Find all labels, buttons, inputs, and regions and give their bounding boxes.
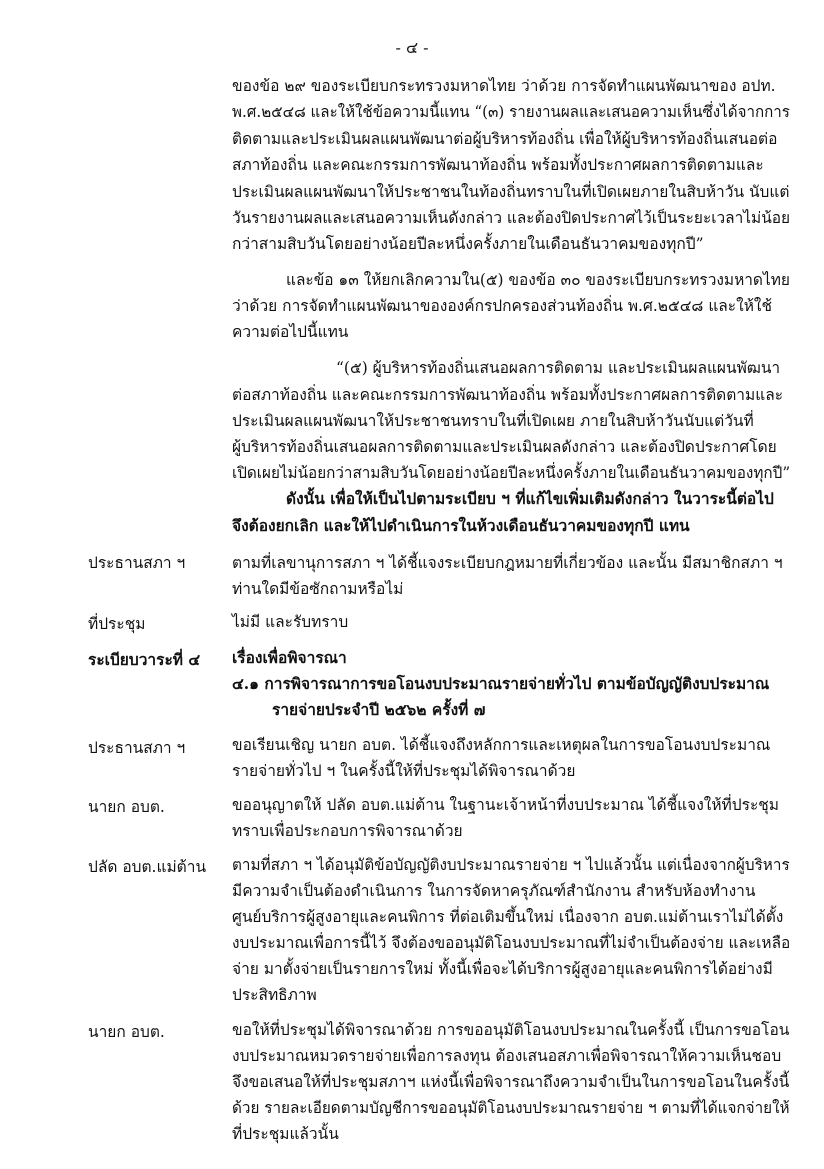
clerk-line: งบประมาณเพื่อการนี้ไว้ จึงต้องขออนุมัติโอนงบประมาณที่ไม่จำเป็นต้องจ่าย และเหลือ <box>232 934 791 952</box>
mayor-line: ที่ประชุมแล้วนั้น <box>232 1125 339 1143</box>
para3-line: “(๕) ผู้บริหารท้องถิ่นเสนอผลการติดตาม และประเมินผลแผนพัฒนา <box>336 359 781 377</box>
intro-line: วันรายงานผลและเสนอความเห็นดังกล่าว และต้องปิดประกาศไว้เป็นระยะเวลาไม่น้อย <box>232 209 791 227</box>
agenda-label: ระเบียบวาระที่ ๔ <box>88 650 201 669</box>
page-number: - ๔ - <box>395 38 429 57</box>
para4-line: จึงต้องยกเลิก และให้ไปดำเนินการในห้วงเดือนธันวาคมของทุกปี แทน <box>232 516 690 535</box>
meeting-response: ไม่มี และรับทราบ <box>232 613 349 631</box>
mayor-line: ขอให้ที่ประชุมได้พิจารณาด้วย การขออนุมัติโอนงบประมาณในครั้งนี้ เป็นการขอโอน <box>232 1021 790 1039</box>
intro-line: สภาท้องถิ่น และคณะกรรมการพัฒนาท้องถิ่น พร้อมทั้งประกาศผลการติดตามและ <box>232 156 764 174</box>
agenda-item-line: รายจ่ายประจำปี ๒๕๖๒ ครั้งที่ ๗ <box>272 700 486 719</box>
para3-line: ต่อสภาท้องถิ่น และคณะกรรมการพัฒนาท้องถิ่น พร้อมทั้งประกาศผลการติดตามและ <box>232 386 784 404</box>
speaker-meeting: ที่ประชุม <box>88 615 146 633</box>
speaker-president: ประธานสภา ฯ <box>88 739 186 757</box>
intro-line: กว่าสามสิบวันโดยอย่างน้อยปีละหนึ่งครั้งภายในเดือนธันวาคมของทุกปี” <box>232 235 704 253</box>
intro-line: ประเมินผลแผนพัฒนาให้ประชาชนในท้องถิ่นทราบในที่เปิดเผยภายในสิบห้าวัน นับแต่ <box>232 183 790 201</box>
speaker-mayor: นายก อบต. <box>88 798 165 816</box>
president-line: ขอเรียนเชิญ นายก อบต. ได้ชี้แจงถึงหลักการและเหตุผลในการขอโอนงบประมาณ <box>232 736 771 754</box>
intro-line: ของข้อ ๒๙ ของระเบียบกระทรวงมหาดไทย ว่าด้วย การจัดทำแผนพัฒนาของ อปท. <box>232 77 776 95</box>
para3-line: ประเมินผลแผนพัฒนาให้ประชาชนทราบในที่เปิดเผย ภายในสิบห้าวันนับแต่วันที่ <box>232 412 754 430</box>
speaker-clerk: ปลัด อบต.แม่ต้าน <box>88 858 207 876</box>
agenda-title: เรื่องเพื่อพิจารณา <box>232 648 347 667</box>
mayor-line: ด้วย รายละเอียดตามบัญชีการขออนุมัติโอนงบประมาณรายจ่าย ฯ ตามที่ได้แจกจ่ายให้ <box>232 1099 790 1117</box>
president-line: ท่านใดมีข้อซักถามหรือไม่ <box>232 580 404 598</box>
clerk-line: จ่าย มาตั้งจ่ายเป็นรายการใหม่ ทั้งนี้เพื่อจะได้บริการผู้สูงอายุและคนพิการได้อย่างมี <box>232 960 773 978</box>
para2-line: ว่าด้วย การจัดทำแผนพัฒนาขององค์กรปกครองส่วนท้องถิ่น พ.ศ.๒๕๔๘ และให้ใช้ <box>232 297 773 315</box>
para2-line: และข้อ ๑๓ ให้ยกเลิกความใน(๕) ของข้อ ๓๐ ของระเบียบกระทรวงมหาดไทย <box>286 271 790 289</box>
mayor-line: ขออนุญาตให้ ปลัด อบต.แม่ต้าน ในฐานะเจ้าหน้าที่งบประมาณ ได้ชี้แจงให้ที่ประชุม <box>232 796 780 814</box>
mayor-line: ทราบเพื่อประกอบการพิจารณาด้วย <box>232 822 463 840</box>
clerk-line: มีความจำเป็นต้องดำเนินการ ในการจัดหาครุภัณฑ์สำนักงาน สำหรับห้องทำงาน <box>232 882 756 900</box>
mayor-line: งบประมาณหมวดรายจ่ายเพื่อการลงทุน ต้องเสนอสภาเพื่อพิจารณาให้ความเห็นชอบ <box>232 1047 782 1065</box>
clerk-line: ศูนย์บริการผู้สูงอายุและคนพิการ ที่ต่อเติมขึ้นใหม่ เนื่องจาก อบต.แม่ต้านเราไม่ได้ตั้ง <box>232 908 784 926</box>
clerk-line: ประสิทธิภาพ <box>232 986 317 1004</box>
para3-line: ผู้บริหารท้องถิ่นเสนอผลการติดตามและประเมินผลดังกล่าว และต้องปิดประกาศโดย <box>232 438 777 456</box>
president-line: ตามที่เลขานุการสภา ฯ ได้ชี้แจงระเบียบกฎหมายที่เกี่ยวข้อง และนั้น มีสมาชิกสภา ฯ <box>232 554 783 572</box>
mayor-line: จึงขอเสนอให้ที่ประชุมสภาฯ แห่งนี้เพื่อพิจารณาถึงความจำเป็นในการขอโอนในครั้งนี้ <box>232 1073 790 1091</box>
clerk-line: ตามที่สภา ฯ ได้อนุมัติข้อบัญญัติงบประมาณรายจ่าย ฯ ไปแล้วนั้น แต่เนื่องจากผู้บริหาร <box>232 856 790 874</box>
speaker-president: ประธานสภา ฯ <box>88 554 186 572</box>
president-line: รายจ่ายทั่วไป ฯ ในครั้งนี้ให้ที่ประชุมได้พิจารณาด้วย <box>232 762 576 780</box>
para3-line: เปิดเผยไม่น้อยกว่าสามสิบวันโดยอย่างน้อยปีละหนึ่งครั้งภายในเดือนธันวาคมของทุกปี” <box>232 464 791 482</box>
speaker-mayor: นายก อบต. <box>88 1023 165 1041</box>
agenda-item-line: ๔.๑ การพิจารณาการขอโอนงบประมาณรายจ่ายทั่วไป ตามข้อบัญญัติงบประมาณ <box>232 674 770 693</box>
para4-line: ดังนั้น เพื่อให้เป็นไปตามระเบียบ ฯ ที่แก้ไขเพิ่มเติมดังกล่าว ในวาระนี้ต่อไป <box>286 489 774 508</box>
intro-line: พ.ศ.๒๕๔๘ และให้ใช้ข้อความนี้แทน “(๓) รายงานผลและเสนอความเห็นซึ่งได้จากการ <box>232 103 790 121</box>
intro-line: ติดตามและประเมินผลแผนพัฒนาต่อผู้บริหารท้องถิ่น เพื่อให้ผู้บริหารท้องถิ่นเสนอต่อ <box>232 130 778 148</box>
para2-line: ความต่อไปนี้แทน <box>232 323 349 341</box>
